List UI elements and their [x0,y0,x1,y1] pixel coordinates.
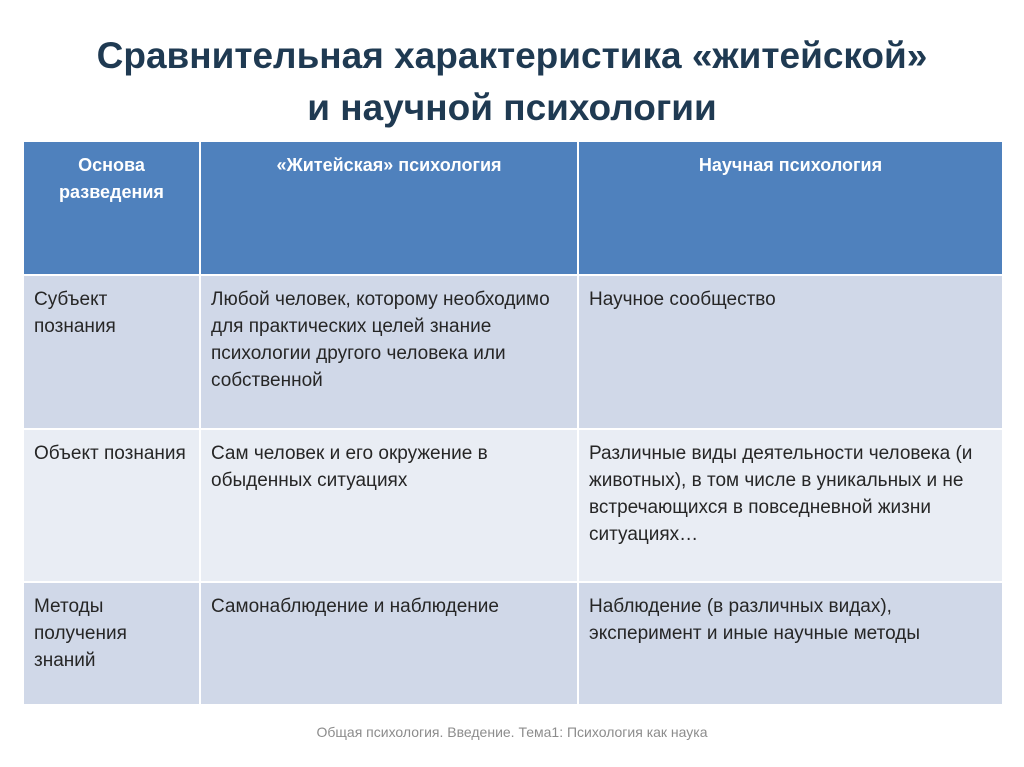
slide-title [20,30,1004,134]
comparison-table [22,140,1004,706]
table-cell: Различные виды деятельности человека (и животных), в том числе в уникальных и не встречающихся в повседневной жизни ситуациях… [578,429,1003,582]
table-row [23,429,1003,582]
table-row [23,275,1003,429]
slide-title-line1: Сравнительная характеристика «житейской» [96,35,928,76]
table-cell: Наблюдение (в различных видах), эксперимент и иные научные методы [578,582,1003,705]
table-cell: Сам человек и его окружение в обыденных ситуациях [200,429,578,582]
table-cell: Научное сообщество [578,275,1003,429]
slide-footer: Общая психология. Введение. Тема1: Психология как наука [316,724,708,740]
header-basis: Основа разведения [23,141,200,275]
table-cell: Любой человек, которому необходимо для практических целей знание психологии другого человека или собственной [200,275,578,429]
row-label: Методы получения знаний [23,582,200,705]
header-scientific-psychology: Научная психология [578,141,1003,275]
header-everyday-psychology: «Житейская» психология [200,141,578,275]
slide-title-line2: и научной психологии [307,87,717,128]
table-cell: Самонаблюдение и наблюдение [200,582,578,705]
table-header-row [23,141,1003,275]
table-row [23,582,1003,705]
row-label: Объект познания [23,429,200,582]
row-label: Субъект познания [23,275,200,429]
